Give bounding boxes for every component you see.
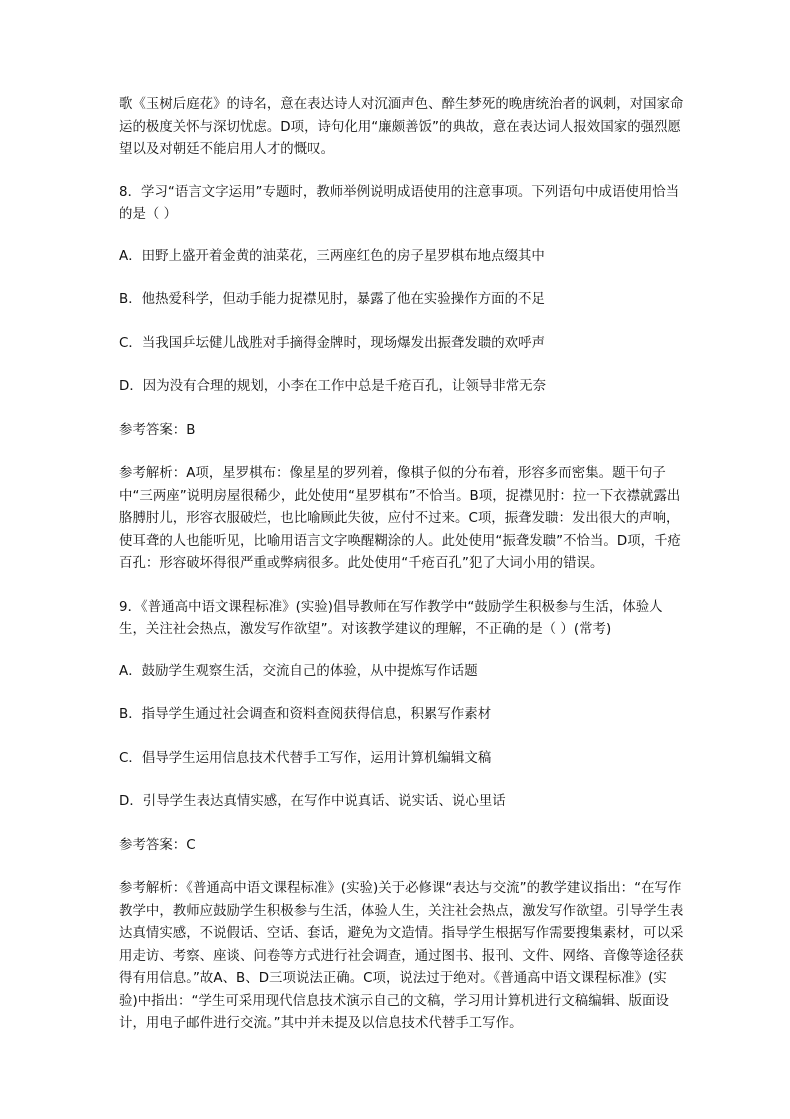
question-8-answer: 参考答案：B [119, 422, 196, 438]
question-9-option-a: A．鼓励学生观察生活，交流自己的体验，从中提炼写作话题 [119, 663, 478, 679]
question-9-option-b: B．指导学生通过社会调查和资料查阅获得信息，积累写作素材 [119, 707, 492, 722]
question-8-option-d: D．因为没有合理的规划，小李在工作中总是千疮百孔，让领导非常无奈 [119, 379, 547, 394]
question-8-explanation: 参考解析：A项，星罗棋布：像星星的罗列着，像棋子似的分布着，形容多而密集。题干句子中“三两座”说明房屋很稀少，此处使用“星罗棋布”不恰当。B项，捉襟见肘：拉一下衣襟就露出胳膊肘儿，形容衣服破烂，也比喻顾此失彼，应付不过来。C项，振聋发聩：发出很大的声响，使耳聋的人也能听见，比喻用语言文字唤醒糊涂的人。此处使用“振聋发聩”不恰当。D项，千疮百孔：形容破坏得很严重或弊病很多。此处使用“千疮百孔”犯了大词小用的错误。 [119, 466, 681, 571]
question-9-option-d: D．引导学生表达真情实感，在写作中说真话、说实话、说心里话 [119, 794, 506, 809]
question-8-option-b: B．他热爱科学，但动手能力捉襟见肘，暴露了他在实验操作方面的不足 [119, 292, 545, 307]
question-9-stem: 9．《普通高中语文课程标准》(实验)倡导教师在写作教学中“鼓励学生积极参与生活，体验人生，关注社会热点，激发写作欲望”。对该教学建议的理解，不正确的是（ ）(常考) [119, 599, 663, 637]
question-9-explanation: 参考解析：《普通高中语文课程标准》(实验)关于必修课“表达与交流”的教学建议指出：“在写作教学中，教师应鼓励学生积极参与生活，体验人生，关注社会热点，激发写作欲望。引导学生表达真情实感，不说假话、空话、套话，避免为文造情。指导学生根据写作需要搜集素材，可以采用走访、考察、座谈、问卷等方式进行社会调查，通过图书、报刊、文件、网络、音像等途径获得有用信息。”故A、B、D三项说法正确。C项，说法过于绝对。《普通高中语文课程标准》(实验)中指出：“学生可采用现代信息技术演示自己的文稿，学习用计算机进行文稿编辑、版面设计，用电子邮件进行交流。”其中并未提及以信息技术代替手工写作。 [119, 881, 684, 1031]
document-page [119, 94, 684, 1057]
question-9-answer: 参考答案：C [119, 837, 196, 853]
question-9-option-c: C．倡导学生运用信息技术代替手工写作，运用计算机编辑文稿 [119, 750, 492, 766]
question-8-option-c: C．当我国乒坛健儿战胜对手摘得金牌时，现场爆发出振聋发聩的欢呼声 [119, 335, 546, 351]
question-9 [119, 597, 684, 1036]
question-8-stem: 8．学习“语言文字运用”专题时，教师举例说明成语使用的注意事项。下列语句中成语使用恰当的是（ ） [119, 184, 680, 222]
previous-explanation-continuation: 歌《玉树后庭花》的诗名，意在表达诗人对沉湎声色、醉生梦死的晚唐统治者的讽刺，对国家命运的极度关怀与深切忧虑。D项，诗句化用“廉颇善饭”的典故，意在表达词人报效国家的强烈愿望以及对朝廷不能启用人才的慨叹。 [119, 97, 684, 157]
question-8 [119, 182, 684, 576]
question-8-option-a: A．田野上盛开着金黄的油菜花，三两座红色的房子星罗棋布地点缀其中 [119, 248, 545, 264]
